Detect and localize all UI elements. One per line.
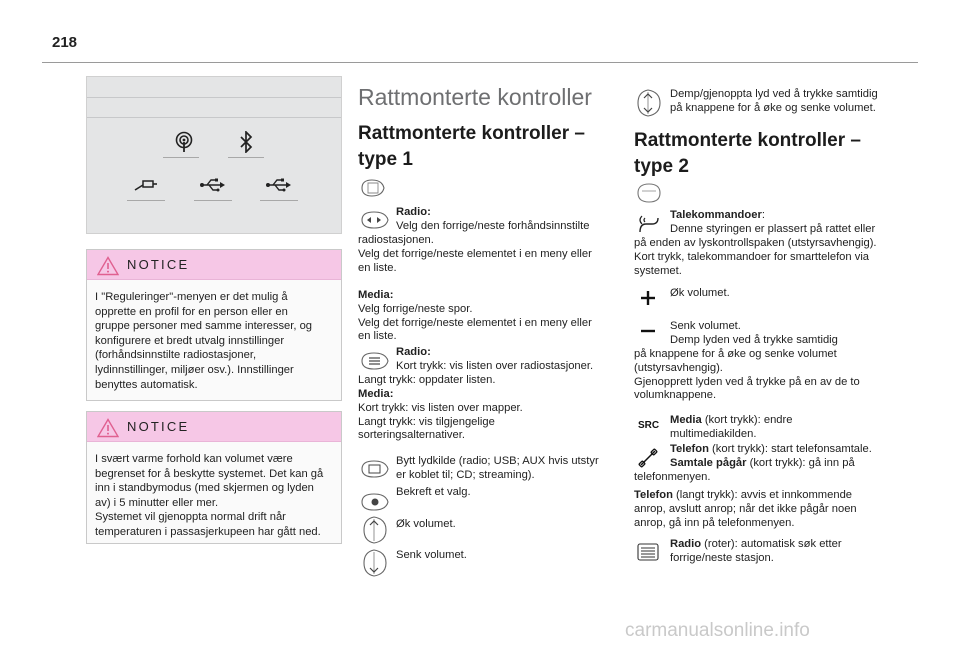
notice-text: I svært varme forhold kan volumet være begrenset for å beskytte systemet. Det kan gå inn i standbymodus (med skjermen og lyden av) i 5 minutter eller mer. Systemet vil gjenoppta normal drift når temperaturen i passasjerkupeen har gått ned. (95, 453, 324, 538)
type1-media2-label: Media: (358, 388, 394, 400)
plus-icon (640, 290, 656, 306)
type2-tel2-text: (langt trykk): avvis et innkommende anrop, avslutt anrop; når det ikke pågår noen anrop, gå inn på telefonmenyen. (634, 489, 857, 529)
type2-vol-up-text: Øk volumet. (670, 287, 730, 299)
panel-divider (87, 97, 341, 98)
usb-cable-icon (131, 170, 161, 200)
notice-title: NOTICE (127, 419, 190, 434)
steering-wheel-type2-icon (636, 182, 662, 204)
steering-confirm-icon (360, 491, 390, 513)
type1-radio-text: Velg den forrige/neste forhåndsinnstilte (396, 219, 590, 232)
type2-voice-block (670, 209, 875, 237)
notice-header (87, 250, 341, 280)
type1-vol-down-text: Senk volumet. (396, 549, 467, 561)
steering-seek-icon (360, 209, 390, 231)
type2-call-text: (kort trykk): gå inn på (746, 456, 855, 469)
type1-radio-block (396, 206, 589, 234)
notice-header (87, 412, 341, 442)
notice-box-temperature (86, 411, 342, 544)
type2-voice-colon: : (761, 209, 765, 221)
steering-mute-icon (634, 88, 662, 118)
type2-call-label: Samtale pågår (670, 456, 747, 469)
type2-voice-label: Talekommandoer (670, 209, 762, 221)
connectivity-panel (86, 76, 342, 234)
type1-media-label: Media: (358, 289, 394, 301)
steering-source-icon (360, 458, 390, 480)
usb-icon (263, 170, 293, 200)
steering-list-icon (360, 350, 390, 372)
type2-tel-label: Telefon (670, 443, 709, 455)
type1-heading (358, 121, 585, 173)
minus-icon (640, 323, 656, 339)
type2-heading-line: type 2 (634, 156, 689, 177)
src-icon: SRC (638, 420, 660, 431)
type2-heading-line: Rattmonterte kontroller – (634, 130, 861, 151)
type1-media2-block (358, 388, 523, 443)
watermark: carmanualsonline.info (625, 620, 810, 641)
type1-radio2-text: Kort trykk: vis listen over radiostasjoner. (396, 359, 594, 372)
panel-underline (260, 200, 298, 201)
page-number: 218 (52, 34, 78, 51)
type2-media-text: (kort trykk): endre multimediakilden. (670, 414, 793, 440)
type1-radio2-more: Langt trykk: oppdater listen. (358, 374, 496, 386)
type1-radio-more: radiostasjonen. Velg det forrige/neste elementet i en meny eller en liste. (358, 234, 592, 274)
type2-media-block (670, 414, 792, 442)
warning-icon (97, 418, 119, 438)
phone-icon (638, 448, 658, 468)
type1-radio2-block (396, 346, 593, 374)
warning-icon (97, 256, 119, 276)
type2-telefon-block (670, 443, 872, 471)
type2-telefon2-block (634, 489, 857, 530)
usb-icon (197, 170, 227, 200)
type2-tel2-label: Telefon (634, 489, 673, 501)
type2-vol-down-text: Senk volumet. (670, 320, 741, 332)
steering-volume-up-icon (360, 515, 388, 545)
notice-text: I "Reguleringer"-menyen er det mulig å opprette en profil for en person eller en gruppe personer med samme interesser, og konfigurere et bredt utvalg innstillinger (forhåndsinnstilte radiostasjoner, lydinnstillinger, miljøer osv.). Innstillinger benyttes automatisk. (95, 291, 313, 391)
header-rule (42, 62, 918, 63)
section-title: Rattmonterte kontroller (358, 84, 592, 110)
type1-mute-text: Demp/gjenoppta lyd ved å trykke samtidig på knappene for å øke og senke volumet. (670, 88, 878, 114)
type1-radio2-label: Radio: (396, 346, 431, 358)
type2-voice-more: på enden av lyskontrollspaken (utstyrsavhengig). Kort trykk, talekommandoer for smarttelefon via systemet. (634, 237, 877, 277)
panel-underline (194, 200, 232, 201)
type2-vol-down-more: på knappene for å øke og senke volumet (utstyrsavhengig). Gjenopprett lyden ved å trykke på en av de to volumknappene. (634, 348, 860, 402)
type2-radio-label: Radio (670, 538, 702, 550)
type1-media2-text: Kort trykk: vis listen over mapper. Langt trykk: vis tilgjengelige sorteringsalternativer. (358, 401, 523, 442)
type1-source-text: Bytt lydkilde (radio; USB; AUX hvis utstyr er koblet til; CD; streaming). (396, 455, 599, 481)
type1-media-text: Velg forrige/neste spor. Velg det forrige/neste elementet i en meny eller en liste. (358, 302, 592, 343)
steering-volume-down-icon (360, 548, 388, 578)
type2-call-more: telefonmenyen. (634, 471, 711, 483)
type1-vol-up-text: Øk volumet. (396, 518, 456, 530)
type2-vol-down-block (670, 320, 838, 348)
type1-media-block (358, 289, 592, 344)
type2-radio-block (670, 538, 842, 566)
panel-underline (228, 157, 264, 158)
type2-radio-text: (roter): automatisk søk etter forrige/neste stasjon. (670, 538, 842, 564)
voice-command-icon (636, 212, 662, 234)
steering-control-icon (360, 178, 386, 198)
type2-heading (634, 128, 861, 180)
type1-heading-line: Rattmonterte kontroller – (358, 123, 585, 144)
type2-voice-text: Denne styringen er plassert på rattet eller (670, 222, 876, 235)
type2-media-label: Media (670, 414, 702, 426)
notice-box-profiles (86, 249, 342, 401)
panel-underline (163, 157, 199, 158)
panel-divider (87, 117, 341, 118)
type1-heading-line: type 1 (358, 149, 413, 170)
type2-tel-text: (kort trykk): start telefonsamtale. (708, 443, 872, 455)
type1-confirm-text: Bekreft et valg. (396, 486, 471, 498)
notice-title: NOTICE (127, 257, 190, 272)
type2-vol-down-text-2: Demp lyden ved å trykke samtidig (670, 333, 838, 346)
bluetooth-icon (231, 127, 261, 157)
type1-radio-label: Radio: (396, 206, 431, 218)
radio-scroll-icon (636, 542, 660, 562)
panel-underline (127, 200, 165, 201)
podcast-icon (169, 127, 199, 157)
